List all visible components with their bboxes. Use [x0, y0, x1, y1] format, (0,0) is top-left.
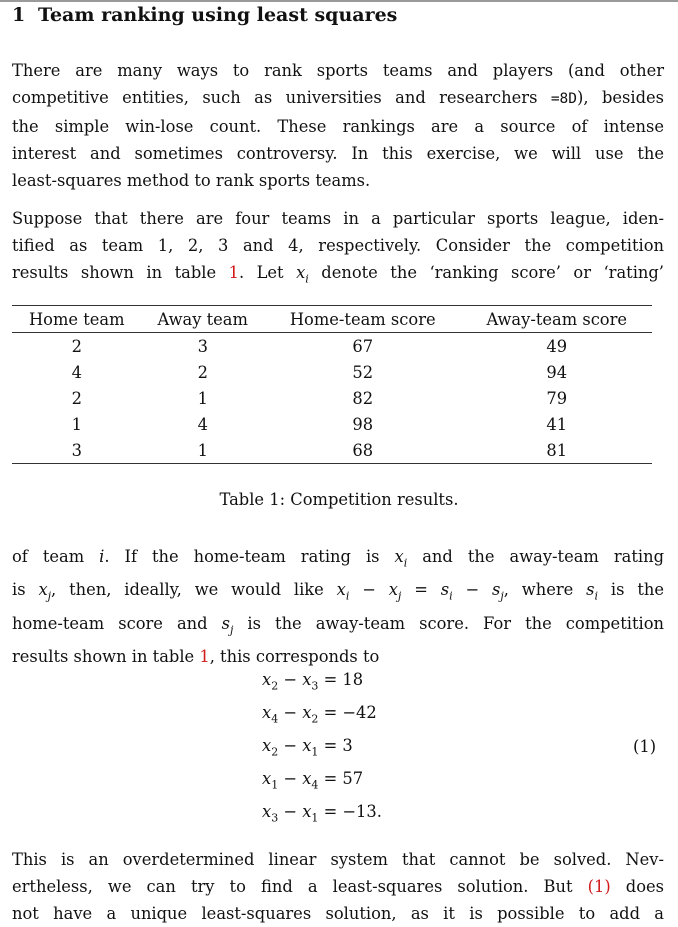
text-line: [12, 610, 664, 643]
table-cell: 67: [352, 336, 374, 356]
table-cell: 2: [197, 362, 208, 382]
text-line: [12, 259, 664, 292]
text-line: This is an overdetermined linear system that cannot be solved. Nev-: [12, 850, 664, 869]
table-row: [12, 333, 652, 360]
text-span: denote the ‘ranking score’ or ‘rating’: [308, 263, 664, 282]
text-line: ertheless, we can try to find a least-squares solution. But (1) does: [12, 877, 665, 896]
text-span: results shown in table: [12, 646, 200, 666]
text-span: , then, ideally, we would like: [51, 580, 337, 600]
text-span: is the away-team score. For the competition: [233, 613, 664, 633]
table-cell: 68: [264, 437, 462, 464]
text-span: is: [12, 580, 39, 600]
header-away-team: Away team: [142, 306, 264, 333]
table-cell: 2: [71, 388, 82, 408]
table-cell: 82: [352, 388, 374, 408]
table-cell: 49: [546, 336, 568, 356]
text-span: ), besides: [577, 88, 664, 107]
equation-number: (1): [633, 737, 657, 756]
text-span: . If the home-team rating is: [104, 547, 395, 566]
equation-line: $x_1 - x_4 = 57$: [262, 769, 364, 792]
text-line: tified as team 1, 2, 3 and 4, respectively. Consider the competition: [12, 236, 664, 255]
table-caption: Table 1: Competition results.: [219, 490, 459, 509]
table-cell: 1: [142, 437, 264, 464]
text-line: [12, 576, 664, 609]
math-var: i: [99, 547, 105, 566]
table-cell: 79: [546, 388, 568, 408]
equation-line: $x_2 - x_3 = 18$: [262, 670, 364, 693]
equation-line: $x_3 - x_1 = -13$.: [262, 802, 382, 825]
table-cell: 52: [352, 362, 374, 382]
section-title: Team ranking using least squares: [38, 4, 398, 26]
text-span: , where: [503, 580, 587, 600]
table-row: [12, 359, 652, 385]
text-span: results shown in table: [12, 263, 229, 282]
header-home-score: Home-team score: [264, 306, 462, 333]
table-cell: 98: [352, 414, 374, 434]
header-away-score: Away-team score: [462, 306, 653, 333]
text-line: [12, 84, 664, 113]
text-span: , this corresponds to: [209, 646, 380, 666]
equation-reference-link[interactable]: (1): [587, 877, 611, 896]
competition-results-table: [12, 305, 652, 464]
math-var: $x_i$: [394, 547, 408, 570]
equation-line: $x_4 - x_2 = -42$: [262, 703, 377, 726]
table-row: [12, 385, 652, 411]
table-cell: 3: [197, 336, 208, 356]
text-line: least-squares method to rank sports teams.: [12, 171, 371, 190]
text-line: the simple win-lose count. These rankings are a source of intense: [12, 117, 664, 136]
table-row: [12, 411, 652, 437]
section-heading: [12, 4, 397, 26]
math-var: x: [296, 263, 306, 282]
text-span: competitive entities, such as universities and researchers: [12, 88, 551, 107]
text-line: interest and sometimes controversy. In this exercise, we will use the: [12, 144, 664, 163]
table-cell: 41: [546, 414, 568, 434]
section-number: 1: [12, 4, 26, 26]
text-line: [12, 543, 664, 576]
text-line: [12, 643, 664, 670]
text-span: is the: [598, 580, 664, 600]
text-span: home-team score and: [12, 613, 222, 633]
math-var: $s_i$: [586, 580, 599, 603]
emoticon-text: =8D: [550, 91, 578, 107]
rating-paragraph: [12, 543, 664, 670]
table-cell: 81: [462, 437, 653, 464]
table-row: [12, 437, 652, 464]
table-cell: 1: [197, 388, 208, 408]
math-var: $x_j$: [38, 580, 52, 603]
setup-paragraph: [12, 205, 664, 292]
header-home-team: Home team: [12, 306, 142, 333]
table-cell: 2: [71, 336, 82, 356]
math-var: $s_j$: [221, 613, 234, 636]
text-line: Suppose that there are four teams in a particular sports league, iden-: [12, 209, 664, 228]
math-expression: $x_i - x_j = s_i - s_j$: [336, 580, 504, 603]
text-span: and the away-team rating: [407, 547, 664, 566]
conclusion-paragraph: [12, 846, 664, 927]
table-cell: 1: [71, 414, 82, 434]
table-cell: 4: [197, 414, 208, 434]
text-span: of team: [12, 547, 100, 566]
text-line: not have a unique least-squares solution, as it is possible to add a: [12, 904, 664, 923]
equation-line: $x_2 - x_1 = 3$: [262, 736, 353, 759]
text-span: . Let: [238, 263, 297, 282]
table-cell: 94: [546, 362, 568, 382]
math-sub: i: [305, 272, 309, 286]
text-line: There are many ways to rank sports teams and players (and other: [12, 61, 664, 80]
table-reference-link[interactable]: 1: [228, 263, 239, 282]
table-reference-link[interactable]: 1: [199, 646, 210, 666]
intro-paragraph: [12, 57, 664, 194]
table-cell: 3: [12, 437, 142, 464]
table-header-row: [12, 306, 652, 333]
top-rule: [0, 0, 678, 2]
table-cell: 4: [71, 362, 82, 382]
